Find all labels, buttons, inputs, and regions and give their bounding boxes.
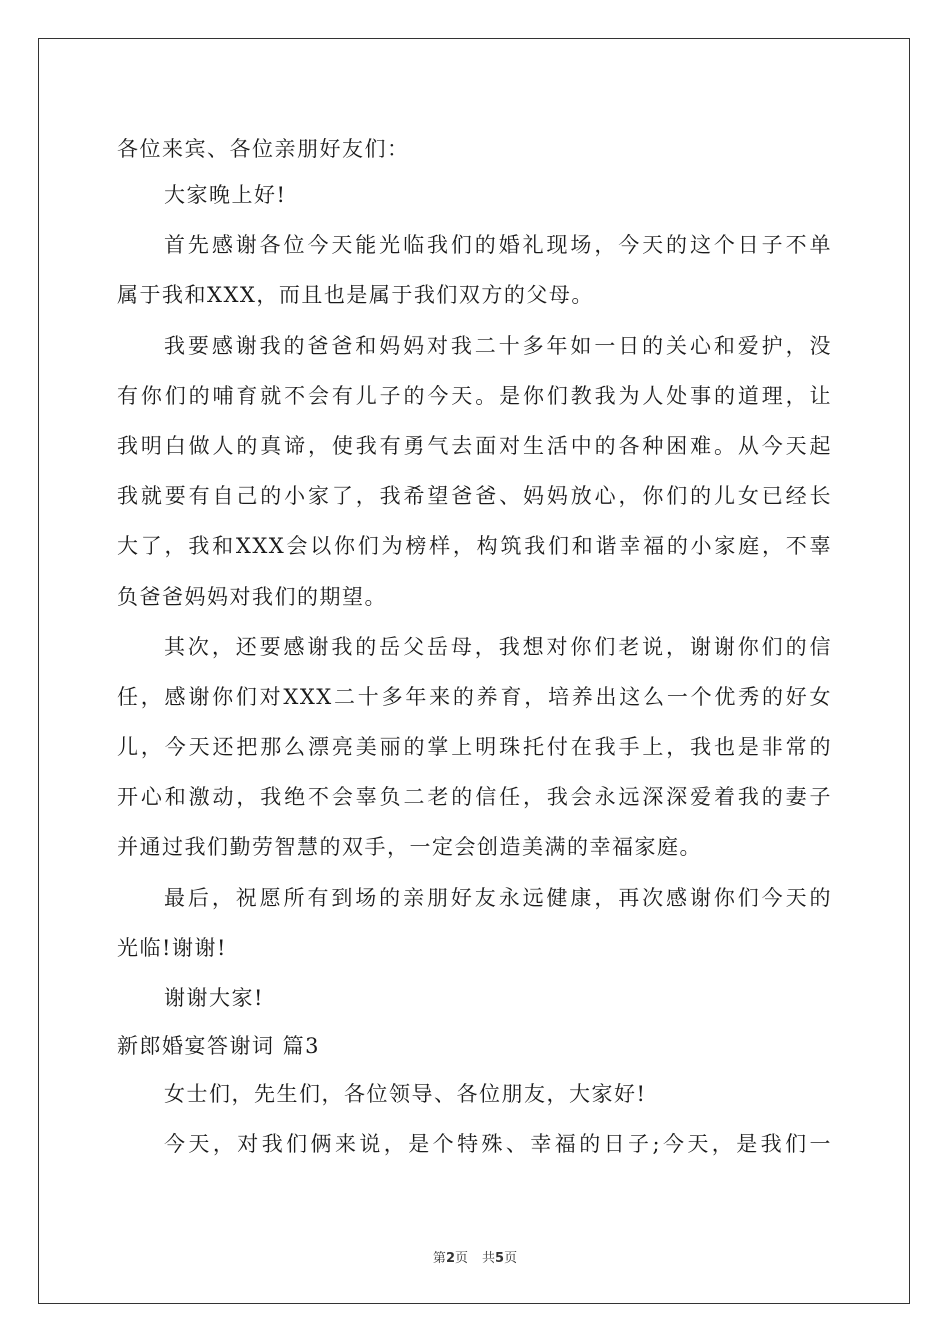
paragraph-line: 我就要有自己的小家了，我希望爸爸、妈妈放心，你们的儿女已经长 <box>117 484 832 509</box>
page-prefix: 第 <box>432 1251 446 1266</box>
total-pages: 5 <box>495 1251 505 1266</box>
total-prefix: 共 <box>482 1251 496 1266</box>
greeting: 大家晚上好! <box>164 183 287 207</box>
paragraph-line: 任，感谢你们对XXX二十多年来的养育，培养出这么一个优秀的好女 <box>117 684 832 709</box>
page-suffix: 页 <box>454 1251 468 1266</box>
total-suffix: 页 <box>504 1251 518 1266</box>
paragraph-line: 有你们的哺育就不会有儿子的今天。是你们教我为人处事的道理，让 <box>117 383 832 408</box>
paragraph-line: 最后，祝愿所有到场的亲朋好友永远健康，再次感谢你们今天的 <box>164 885 832 910</box>
page-number: 2 <box>445 1251 455 1266</box>
paragraph-line: 光临!谢谢! <box>117 935 227 960</box>
paragraph-line: 其次，还要感谢我的岳父岳母，我想对你们老说，谢谢你们的信 <box>164 634 832 659</box>
section-heading: 新郎婚宴答谢词 篇3 <box>117 1034 321 1059</box>
paragraph-line: 女士们，先生们，各位领导、各位朋友，大家好! <box>164 1082 647 1107</box>
paragraph-line: 首先感谢各位今天能光临我们的婚礼现场，今天的这个日子不单 <box>164 233 832 258</box>
paragraph-line: 我要感谢我的爸爸和妈妈对我二十多年如一日的关心和爱护，没 <box>164 333 832 358</box>
paragraph-line: 开心和激动，我绝不会辜负二老的信任，我会永远深深爱着我的妻子 <box>117 785 832 810</box>
paragraph-line: 负爸爸妈妈对我们的期望。 <box>117 584 387 609</box>
document-body <box>117 128 832 1170</box>
page-footer <box>0 1247 950 1266</box>
paragraph-line: 儿，今天还把那么漂亮美丽的掌上明珠托付在我手上，我也是非常的 <box>117 735 832 760</box>
paragraph-line: 属于我和XXX，而且也是属于我们双方的父母。 <box>117 283 594 308</box>
paragraph-line: 今天，对我们俩来说，是个特殊、幸福的日子;今天，是我们一 <box>164 1132 832 1157</box>
paragraph-line: 我明白做人的真谛，使我有勇气去面对生活中的各种困难。从今天起 <box>117 433 832 458</box>
salutation: 各位来宾、各位亲朋好友们： <box>117 137 410 161</box>
paragraph-line: 并通过我们勤劳智慧的双手，一定会创造美满的幸福家庭。 <box>117 835 702 860</box>
paragraph-line: 大了，我和XXX会以你们为榜样，构筑我们和谐幸福的小家庭，不辜 <box>117 534 832 559</box>
closing-line: 谢谢大家! <box>164 986 264 1010</box>
